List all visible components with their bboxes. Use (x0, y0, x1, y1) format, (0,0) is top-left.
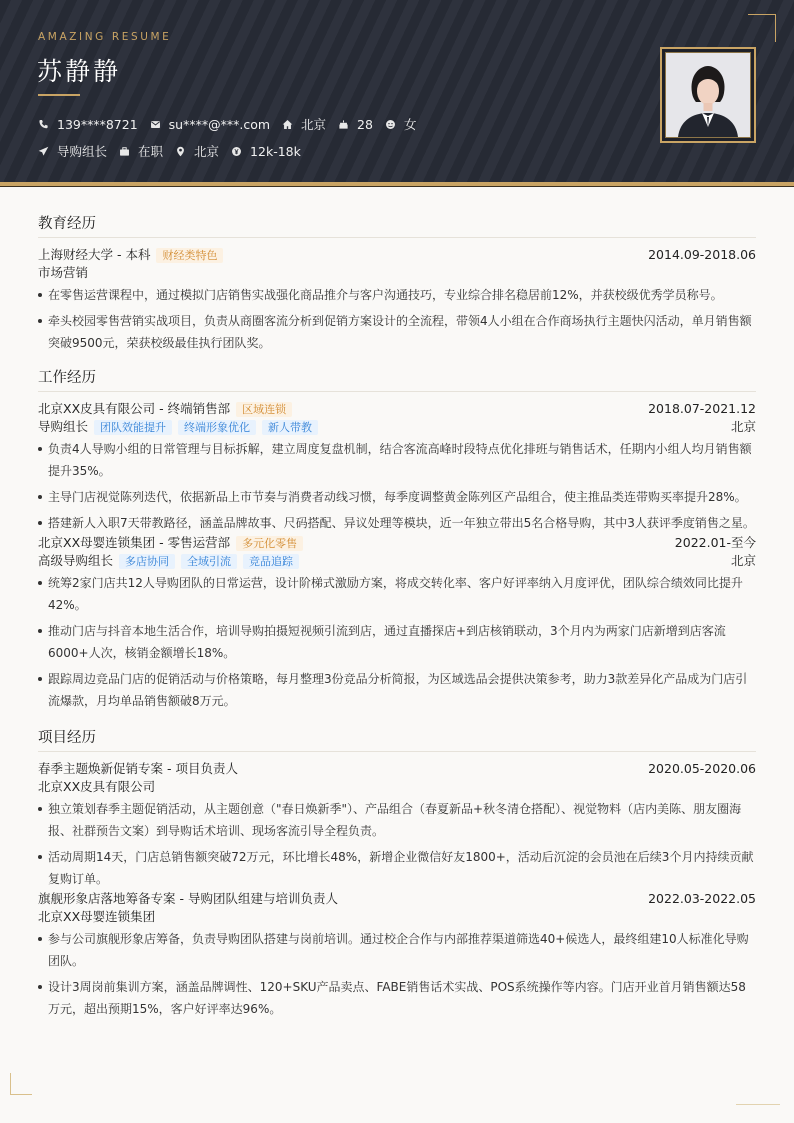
job-intent-row (38, 142, 313, 160)
list-item: 搭建新人入职7天带教路径，涵盖品牌故事、尺码搭配、异议处理等模块，近一年独立带出5名合格导购，其中3人获评季度销售之星。 (38, 512, 756, 534)
target-position-text: 导购组长 (57, 144, 108, 159)
resume-tagline: AMAZING RESUME (38, 31, 172, 43)
company-tag: 多元化零售 (236, 536, 303, 551)
name-underline (38, 94, 80, 96)
salary-text: 12k-18k (250, 143, 301, 159)
list-item: 设计3周岗前集训方案，涵盖品牌调性、120+SKU产品卖点、FABE销售话术实战、POS系统操作等内容。门店开业首月销售额达58万元，超出预期15%，客户好评率达96%。 (38, 976, 756, 1020)
gender-text: 女 (403, 117, 417, 132)
age-text: 28 (357, 116, 373, 132)
salary-item (231, 144, 301, 159)
header-border-shadow (0, 186, 794, 187)
work-section (38, 366, 756, 716)
status-item (119, 142, 163, 160)
profile-photo (660, 47, 756, 143)
gender-icon (385, 119, 396, 130)
list-item: 参与公司旗舰形象店筹备，负责导购团队搭建与岗前培训。通过校企合作与内部推荐渠道筛选40+候选人，最终组建10人标准化导购团队。 (38, 928, 756, 972)
candidate-name: 苏静静 (37, 57, 122, 86)
projects-section (38, 726, 756, 1024)
send-icon (38, 146, 49, 157)
projects-title: 项目经历 (38, 726, 756, 752)
project-bullets (38, 928, 756, 1020)
home-icon (282, 119, 293, 130)
work-date: 2022.01-至今 (674, 535, 756, 550)
bottom-right-rule (736, 1104, 780, 1105)
project-date: 2020.05-2020.06 (648, 761, 756, 776)
major-row (38, 264, 756, 282)
phone-item (38, 117, 138, 132)
city-item (282, 115, 326, 133)
list-item: 独立策划春季主题促销活动，从主题创意（"春日焕新季"）、产品组合（春夏新品+秋冬清仓搭配）、视觉物料（店内美陈、朋友圈海报、社群预告文案）到导购话术培训、现场客流引导全程负责。 (38, 798, 756, 842)
corner-ornament-bottom-left (10, 1073, 32, 1095)
role-tag: 终端形象优化 (178, 420, 256, 435)
company-name: 北京XX皮具有限公司 - 终端销售部 (38, 401, 231, 416)
corner-ornament-top-right (748, 14, 776, 42)
role-row (38, 418, 756, 436)
role-name: 导购组长 (38, 419, 89, 434)
education-bullets (38, 284, 756, 354)
email-text: su****@***.com (168, 116, 271, 132)
age-item (338, 117, 373, 132)
role-tag: 新人带教 (262, 420, 318, 435)
gender-item (385, 115, 417, 133)
list-item: 统筹2家门店共12人导购团队的日常运营，设计阶梯式激励方案，将成交转化率、客户好评率纳入月度评优，团队综合绩效同比提升42%。 (38, 572, 756, 616)
role-name: 高级导购组长 (38, 553, 114, 568)
list-item: 牵头校园零售营销实战项目，负责从商圈客流分析到促销方案设计的全流程，带领4人小组在合作商场执行主题快闪活动，单月销售额突破9500元，荣获校级最佳执行团队奖。 (38, 310, 756, 354)
project-header-row (38, 760, 756, 778)
work-title: 工作经历 (38, 366, 756, 392)
briefcase-icon (119, 146, 130, 157)
school-name: 上海财经大学 - 本科 (38, 247, 151, 262)
project-entry (38, 760, 756, 890)
project-org-row (38, 908, 756, 926)
list-item: 跟踪周边竞品门店的促销活动与价格策略，每月整理3份竞品分析简报，为区域选品会提供决策参考，助力3款差异化产品成为门店引流爆款，月均单品销售额破8万元。 (38, 668, 756, 712)
target-city-text: 北京 (194, 144, 220, 159)
work-entry (38, 534, 756, 712)
work-header-row (38, 534, 756, 552)
target-city-item (175, 142, 219, 160)
work-bullets (38, 438, 756, 534)
email-item (150, 117, 270, 132)
contact-row (38, 115, 428, 133)
education-date: 2014.09-2018.06 (648, 247, 756, 262)
project-name: 旗舰形象店落地筹备专案 - 导购团队组建与培训负责人 (38, 891, 338, 906)
mail-icon (150, 119, 161, 130)
phone-icon (38, 119, 49, 130)
project-org: 北京XX母婴连锁集团 (38, 909, 156, 924)
project-bullets (38, 798, 756, 890)
company-tag: 区域连锁 (236, 402, 292, 417)
target-position-item (38, 142, 107, 160)
phone-text: 139****8721 (57, 116, 138, 132)
education-title: 教育经历 (38, 212, 756, 238)
role-tag: 团队效能提升 (94, 420, 172, 435)
major-name: 市场营销 (38, 265, 89, 280)
status-text: 在职 (138, 144, 164, 159)
school-tag: 财经类特色 (156, 248, 223, 263)
salary-icon (231, 146, 242, 157)
role-row (38, 552, 756, 570)
work-bullets (38, 572, 756, 712)
cake-icon (338, 119, 349, 130)
education-section (38, 212, 756, 358)
location-pin-icon (175, 146, 186, 157)
project-date: 2022.03-2022.05 (648, 891, 756, 906)
project-org-row (38, 778, 756, 796)
list-item: 推动门店与抖音本地生活合作，培训导购拍摄短视频引流到店，通过直播探店+到店核销联动，3个月内为两家门店新增到店客流6000+人次，核销金额增长18%。 (38, 620, 756, 664)
work-location: 北京 (730, 419, 756, 434)
work-location: 北京 (730, 553, 756, 568)
company-name: 北京XX母婴连锁集团 - 零售运营部 (38, 535, 231, 550)
project-entry (38, 890, 756, 1020)
list-item: 活动周期14天，门店总销售额突破72万元，环比增长48%，新增企业微信好友1800+，活动后沉淀的会员池在后续3个月内持续贡献复购订单。 (38, 846, 756, 890)
list-item: 在零售运营课程中，通过模拟门店销售实战强化商品推介与客户沟通技巧，专业综合排名稳居前12%，并获校级优秀学员称号。 (38, 284, 756, 306)
role-tag: 全域引流 (181, 554, 237, 569)
project-header-row (38, 890, 756, 908)
list-item: 负责4人导购小组的日常管理与目标拆解，建立周度复盘机制，结合客流高峰时段特点优化排班与销售话术，任期内小组人均月销售额提升35%。 (38, 438, 756, 482)
role-tag: 多店协同 (119, 554, 175, 569)
avatar (665, 52, 751, 138)
work-header-row (38, 400, 756, 418)
city-text: 北京 (301, 117, 327, 132)
project-name: 春季主题焕新促销专案 - 项目负责人 (38, 761, 238, 776)
work-date: 2018.07-2021.12 (648, 401, 756, 416)
role-tag: 竞品追踪 (243, 554, 299, 569)
list-item: 主导门店视觉陈列迭代，依据新品上市节奏与消费者动线习惯，每季度调整黄金陈列区产品组合，使主推品类连带购买率提升28%。 (38, 486, 756, 508)
education-header-row (38, 246, 756, 264)
work-entry (38, 400, 756, 534)
education-entry (38, 246, 756, 354)
project-org: 北京XX皮具有限公司 (38, 779, 156, 794)
